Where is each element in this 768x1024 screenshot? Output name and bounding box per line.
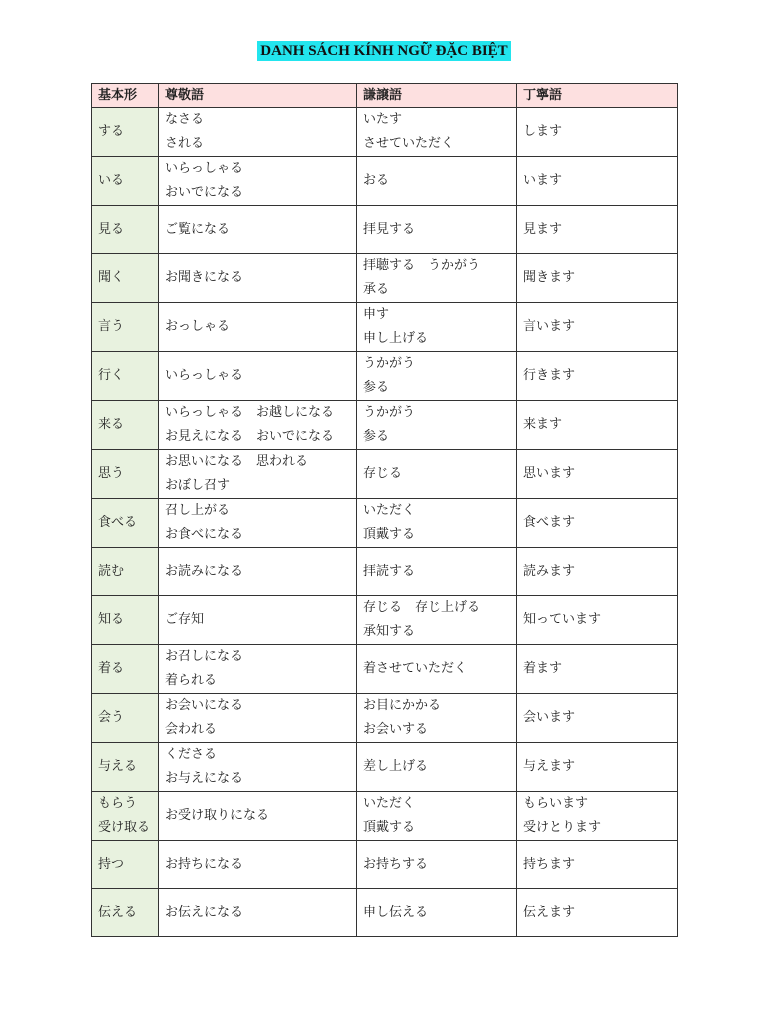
cell-text: 着させていただく xyxy=(363,661,468,676)
base-form-cell xyxy=(92,108,159,157)
cell-text: 着る xyxy=(98,661,125,676)
cell-text: お持ちする xyxy=(363,856,429,872)
sonkeigo-cell xyxy=(159,254,357,303)
cell-text: いただく xyxy=(363,796,416,811)
teineigo-cell xyxy=(517,108,678,157)
kenjougo-cell xyxy=(357,743,517,792)
table-row xyxy=(92,352,678,401)
cell-text: いる xyxy=(98,173,125,188)
cell-text: いただく xyxy=(363,503,416,518)
cell-text: 知っています xyxy=(523,612,602,627)
page-title: DANH SÁCH KÍNH NGỮ ĐẶC BIỆT xyxy=(257,41,510,61)
column-header-kenjougo: 謙譲語 xyxy=(357,84,517,108)
table-row xyxy=(92,108,678,157)
cell-text: 参る xyxy=(363,380,390,395)
cell-text: お会いになる xyxy=(165,698,244,713)
cell-text: 申す xyxy=(363,307,390,322)
cell-text: します xyxy=(523,124,563,139)
cell-text: 着られる xyxy=(165,673,218,688)
cell-text: くださる xyxy=(165,747,218,762)
sonkeigo-cell xyxy=(159,743,357,792)
cell-text: 受け取る xyxy=(98,820,151,835)
cell-text: なさる xyxy=(165,112,205,127)
cell-text: される xyxy=(165,136,205,151)
kenjougo-cell xyxy=(357,206,517,254)
teineigo-cell xyxy=(517,596,678,645)
cell-text: おいでになる xyxy=(165,185,244,200)
teineigo-cell xyxy=(517,792,678,841)
cell-text: お召しになる xyxy=(165,649,244,664)
cell-text: お伝えになる xyxy=(165,904,244,920)
sonkeigo-cell xyxy=(159,841,357,889)
cell-text: 差し上げる xyxy=(363,759,429,774)
table-row xyxy=(92,596,678,645)
teineigo-cell xyxy=(517,206,678,254)
sonkeigo-cell xyxy=(159,303,357,352)
cell-text: 存じる 存じ上げる xyxy=(363,600,481,615)
cell-text: 会います xyxy=(523,710,576,725)
cell-text: 申し上げる xyxy=(363,331,429,346)
kenjougo-cell xyxy=(357,254,517,303)
cell-text: 承知する xyxy=(363,624,416,639)
table-body xyxy=(92,108,678,937)
cell-text: ご覧になる xyxy=(165,221,231,237)
table-row xyxy=(92,743,678,792)
sonkeigo-cell xyxy=(159,889,357,937)
cell-text: する xyxy=(98,124,125,139)
cell-text: お食べになる xyxy=(165,527,244,542)
cell-text: うかがう xyxy=(363,405,416,420)
cell-text: 来る xyxy=(98,417,125,432)
header-row xyxy=(92,84,678,108)
cell-text: お読みになる xyxy=(165,563,244,579)
cell-text: 頂戴する xyxy=(363,527,416,542)
cell-text: 召し上がる xyxy=(165,503,231,518)
sonkeigo-cell xyxy=(159,352,357,401)
base-form-cell xyxy=(92,499,159,548)
cell-text: 参る xyxy=(363,429,390,444)
cell-text: 頂戴する xyxy=(363,820,416,835)
cell-text: おっしゃる xyxy=(165,319,231,334)
sonkeigo-cell xyxy=(159,499,357,548)
table-row xyxy=(92,450,678,499)
teineigo-cell xyxy=(517,157,678,206)
kenjougo-cell xyxy=(357,645,517,694)
base-form-cell xyxy=(92,303,159,352)
kenjougo-cell xyxy=(357,889,517,937)
cell-text: もらいます xyxy=(523,796,589,811)
cell-text: 拝見する xyxy=(363,221,416,237)
sonkeigo-cell xyxy=(159,108,357,157)
sonkeigo-cell xyxy=(159,645,357,694)
teineigo-cell xyxy=(517,645,678,694)
cell-text: 見る xyxy=(98,221,125,237)
cell-text: お見えになる おいでになる xyxy=(165,429,335,444)
cell-text: 思います xyxy=(523,466,576,481)
table-row xyxy=(92,645,678,694)
keigo-table xyxy=(91,83,678,937)
cell-text: 来ます xyxy=(523,417,563,432)
cell-text: お目にかかる xyxy=(363,698,442,713)
cell-text: います xyxy=(523,173,563,188)
cell-text: 受けとります xyxy=(523,820,602,835)
cell-text: 拝読する xyxy=(363,563,416,579)
column-header-teineigo: 丁寧語 xyxy=(517,84,678,108)
teineigo-cell xyxy=(517,694,678,743)
kenjougo-cell xyxy=(357,694,517,743)
cell-text: いたす xyxy=(363,112,403,127)
cell-text: 伝える xyxy=(98,904,138,920)
cell-text: 持ちます xyxy=(523,856,576,872)
kenjougo-cell xyxy=(357,499,517,548)
kenjougo-cell xyxy=(357,303,517,352)
base-form-cell xyxy=(92,596,159,645)
table-row xyxy=(92,499,678,548)
cell-text: お会いする xyxy=(363,722,429,737)
cell-text: おぼし召す xyxy=(165,478,231,493)
cell-text: お持ちになる xyxy=(165,856,244,872)
cell-text: 行く xyxy=(98,368,125,383)
cell-text: いらっしゃる お越しになる xyxy=(165,405,335,420)
cell-text: 申し伝える xyxy=(363,904,429,920)
cell-text: 聞く xyxy=(98,270,125,285)
kenjougo-cell xyxy=(357,352,517,401)
table-row xyxy=(92,841,678,889)
cell-text: おる xyxy=(363,173,390,188)
table-header xyxy=(92,84,678,108)
cell-text: 聞きます xyxy=(523,270,576,285)
base-form-cell xyxy=(92,206,159,254)
cell-text: 与えます xyxy=(523,759,576,774)
sonkeigo-cell xyxy=(159,206,357,254)
column-header-base-form: 基本形 xyxy=(92,84,159,108)
table-row xyxy=(92,206,678,254)
cell-text: 見ます xyxy=(523,221,563,237)
sonkeigo-cell xyxy=(159,401,357,450)
kenjougo-cell xyxy=(357,596,517,645)
sonkeigo-cell xyxy=(159,450,357,499)
teineigo-cell xyxy=(517,450,678,499)
kenjougo-cell xyxy=(357,548,517,596)
table-row xyxy=(92,548,678,596)
kenjougo-cell xyxy=(357,108,517,157)
base-form-cell xyxy=(92,401,159,450)
base-form-cell xyxy=(92,157,159,206)
cell-text: 言う xyxy=(98,319,125,334)
teineigo-cell xyxy=(517,499,678,548)
kenjougo-cell xyxy=(357,450,517,499)
teineigo-cell xyxy=(517,841,678,889)
kenjougo-cell xyxy=(357,841,517,889)
table-row xyxy=(92,889,678,937)
cell-text: 言います xyxy=(523,319,576,334)
title-container xyxy=(0,40,768,61)
cell-text: 承る xyxy=(363,282,390,297)
cell-text: お与えになる xyxy=(165,771,244,786)
table-row xyxy=(92,254,678,303)
cell-text: 食べる xyxy=(98,515,138,530)
sonkeigo-cell xyxy=(159,596,357,645)
base-form-cell xyxy=(92,254,159,303)
cell-text: いらっしゃる xyxy=(165,161,244,176)
table-row xyxy=(92,401,678,450)
cell-text: もらう xyxy=(98,796,138,811)
cell-text: お受け取りになる xyxy=(165,808,270,823)
cell-text: 持つ xyxy=(98,856,125,872)
cell-text: 拝聴する うかがう xyxy=(363,258,481,273)
cell-text: させていただく xyxy=(363,136,455,151)
base-form-cell xyxy=(92,694,159,743)
sonkeigo-cell xyxy=(159,157,357,206)
cell-text: 食べます xyxy=(523,515,576,530)
sonkeigo-cell xyxy=(159,792,357,841)
cell-text: 与える xyxy=(98,759,138,774)
table-row xyxy=(92,303,678,352)
cell-text: 会われる xyxy=(165,722,218,737)
cell-text: いらっしゃる xyxy=(165,368,244,383)
kenjougo-cell xyxy=(357,157,517,206)
teineigo-cell xyxy=(517,401,678,450)
table-row xyxy=(92,157,678,206)
base-form-cell xyxy=(92,743,159,792)
sonkeigo-cell xyxy=(159,548,357,596)
cell-text: うかがう xyxy=(363,356,416,371)
cell-text: 伝えます xyxy=(523,904,576,920)
base-form-cell xyxy=(92,548,159,596)
teineigo-cell xyxy=(517,352,678,401)
teineigo-cell xyxy=(517,254,678,303)
kenjougo-cell xyxy=(357,792,517,841)
teineigo-cell xyxy=(517,303,678,352)
kenjougo-cell xyxy=(357,401,517,450)
base-form-cell xyxy=(92,352,159,401)
cell-text: 読みます xyxy=(523,563,576,579)
column-header-sonkeigo: 尊敬語 xyxy=(159,84,357,108)
sonkeigo-cell xyxy=(159,694,357,743)
cell-text: 行きます xyxy=(523,368,576,383)
cell-text: 知る xyxy=(98,612,125,627)
cell-text: 会う xyxy=(98,710,125,725)
base-form-cell xyxy=(92,645,159,694)
base-form-cell xyxy=(92,841,159,889)
teineigo-cell xyxy=(517,548,678,596)
cell-text: お聞きになる xyxy=(165,270,244,285)
base-form-cell xyxy=(92,792,159,841)
cell-text: 読む xyxy=(98,563,125,579)
teineigo-cell xyxy=(517,743,678,792)
base-form-cell xyxy=(92,889,159,937)
table-row xyxy=(92,694,678,743)
cell-text: 存じる xyxy=(363,466,403,481)
teineigo-cell xyxy=(517,889,678,937)
cell-text: 思う xyxy=(98,466,125,481)
table-row xyxy=(92,792,678,841)
base-form-cell xyxy=(92,450,159,499)
cell-text: お思いになる 思われる xyxy=(165,454,309,469)
cell-text: 着ます xyxy=(523,661,563,676)
cell-text: ご存知 xyxy=(165,612,205,627)
